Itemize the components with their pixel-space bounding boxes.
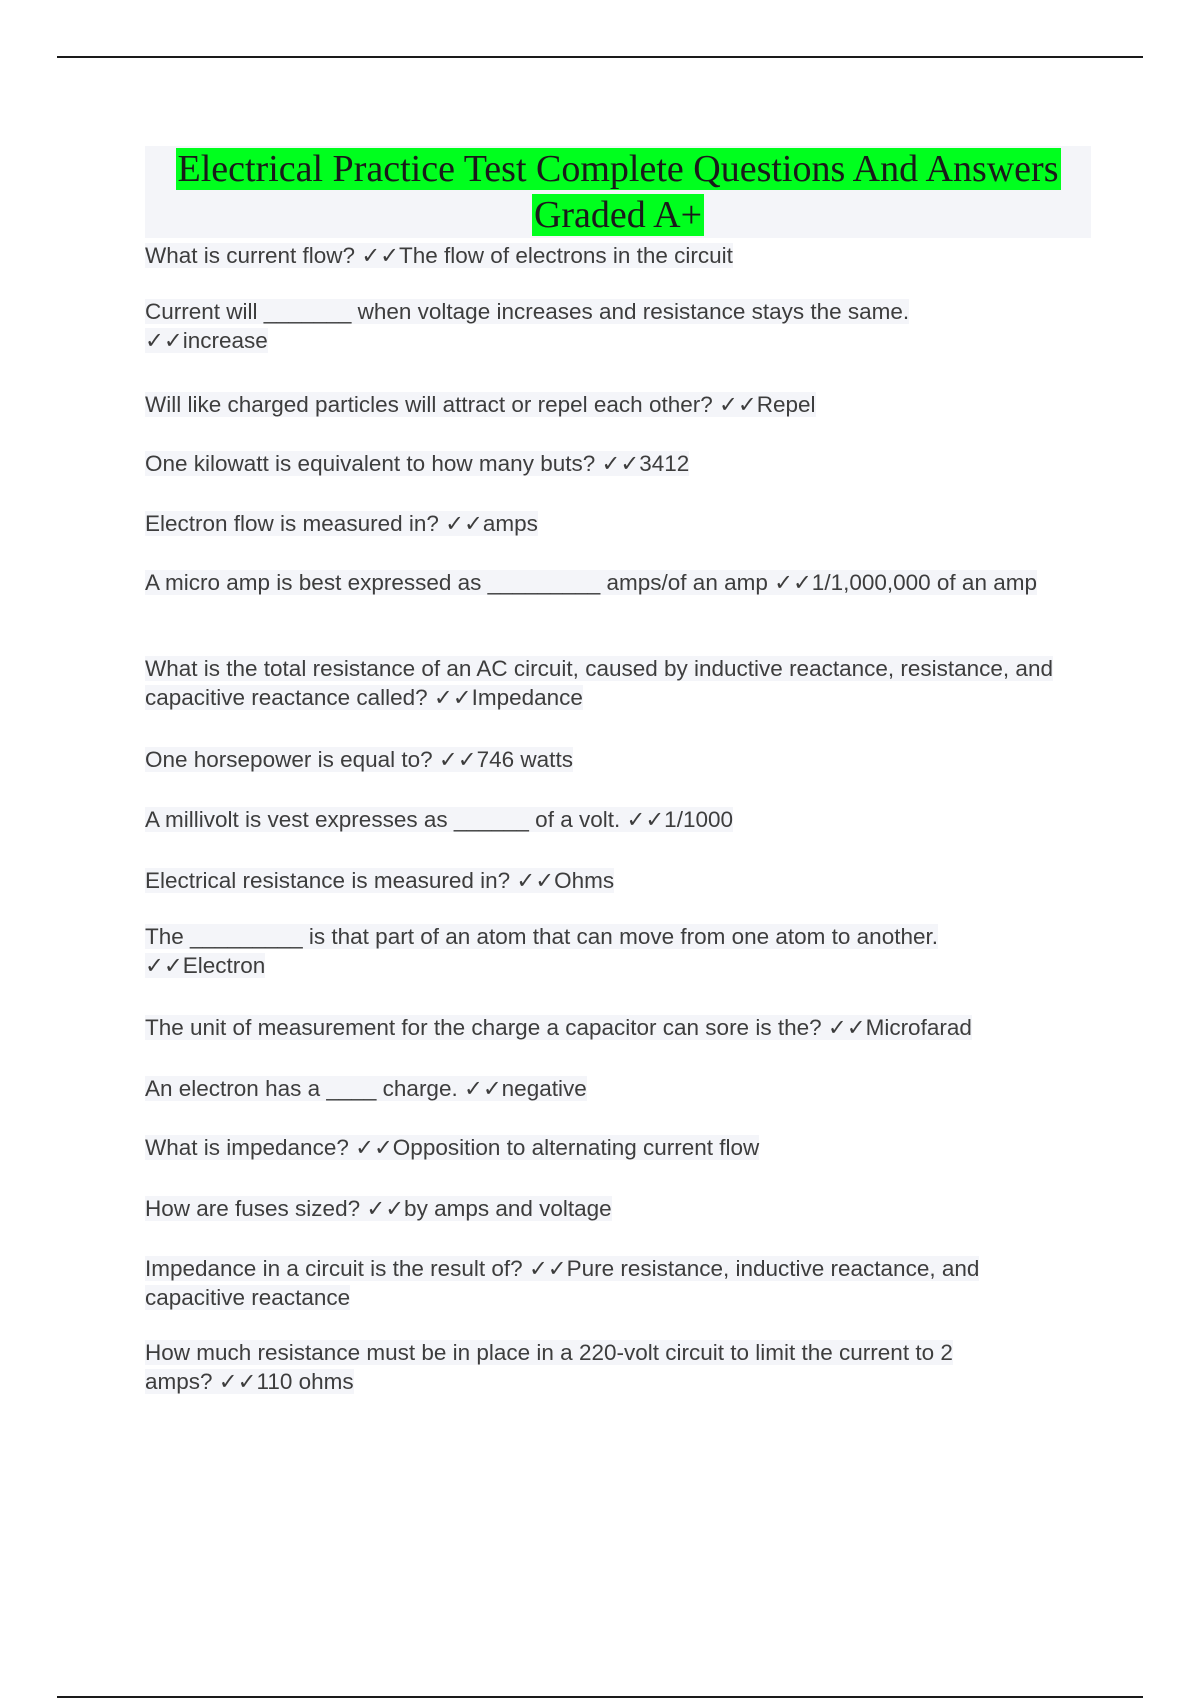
qa-item-6: A micro amp is best expressed as _________ amps/of an amp ✓✓1/1,000,000 of an amp — [145, 570, 1037, 595]
qa-item-3: Will like charged particles will attract or repel each other? ✓✓Repel — [145, 392, 816, 417]
qa-item-13: An electron has a ____ charge. ✓✓negative — [145, 1076, 587, 1101]
qa-item-16: Impedance in a circuit is the result of? ✓✓Pure resistance, inductive reactance, and capacitive reactance — [145, 1256, 980, 1310]
qa-item-4: One kilowatt is equivalent to how many buts? ✓✓3412 — [145, 451, 690, 476]
bottom-rule — [57, 1696, 1143, 1698]
qa-item-7: What is the total resistance of an AC circuit, caused by inductive reactance, resistance, and capacitive reactance called? ✓✓Impedance — [145, 656, 1053, 710]
qa-item-15: How are fuses sized? ✓✓by amps and voltage — [145, 1196, 612, 1221]
qa-item-14: What is impedance? ✓✓Opposition to alternating current flow — [145, 1135, 760, 1160]
qa-item-9: A millivolt is vest expresses as ______ of a volt. ✓✓1/1000 — [145, 807, 733, 832]
qa-item-5: Electron flow is measured in? ✓✓amps — [145, 511, 538, 536]
qa-item-17: How much resistance must be in place in a 220-volt circuit to limit the current to 2 amps? ✓✓110 ohms — [145, 1340, 953, 1394]
qa-item-2: Current will _______ when voltage increases and resistance stays the same. ✓✓increase — [145, 299, 910, 353]
top-rule — [57, 56, 1143, 58]
qa-item-11: The _________ is that part of an atom that can move from one atom to another. ✓✓Electron — [145, 924, 938, 978]
qa-item-12: The unit of measurement for the charge a capacitor can sore is the? ✓✓Microfarad — [145, 1015, 972, 1040]
document-title-text: Electrical Practice Test Complete Questions And Answers Graded A+ — [177, 148, 1059, 236]
qa-item-1: What is current flow? ✓✓The flow of electrons in the circuit — [145, 243, 733, 268]
document-title — [145, 146, 1091, 238]
qa-item-10: Electrical resistance is measured in? ✓✓Ohms — [145, 868, 615, 893]
qa-item-8: One horsepower is equal to? ✓✓746 watts — [145, 747, 573, 772]
